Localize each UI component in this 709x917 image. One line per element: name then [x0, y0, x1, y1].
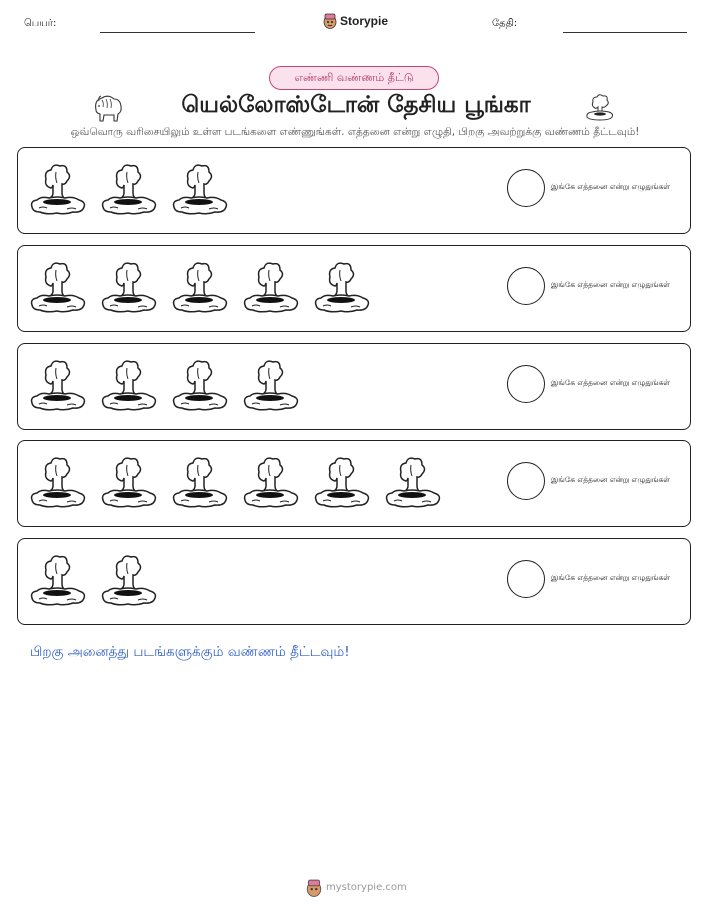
geyser-icon[interactable] — [100, 158, 158, 216]
answer-hint: இங்கே எத்தனை என்று எழுதுங்கள் — [551, 378, 671, 387]
geyser-icon[interactable] — [100, 451, 158, 509]
answer-circle[interactable] — [507, 462, 545, 500]
worksheet-header — [0, 0, 709, 48]
geyser-icon[interactable] — [242, 256, 300, 314]
storypie-logo-icon — [323, 13, 337, 29]
answer-circle[interactable] — [507, 560, 545, 598]
geyser-icon[interactable] — [100, 256, 158, 314]
counting-row — [17, 440, 691, 527]
footer-url: mystorypie.com — [326, 882, 407, 893]
geyser-icon[interactable] — [242, 451, 300, 509]
geyser-icon[interactable] — [242, 354, 300, 412]
activity-badge: எண்ணி வண்ணம் தீட்டு — [269, 66, 439, 90]
geyser-icon[interactable] — [171, 256, 229, 314]
geyser-icon[interactable] — [313, 451, 371, 509]
geyser-icon[interactable] — [384, 451, 442, 509]
bison-icon — [90, 90, 126, 124]
brand-name: Storypie — [340, 14, 389, 28]
answer-hint: இங்கே எத்தனை என்று எழுதுங்கள் — [551, 475, 671, 484]
answer-hint: இங்கே எத்தனை என்று எழுதுங்கள் — [551, 573, 671, 582]
geyser-icon[interactable] — [29, 256, 87, 314]
geyser-icon[interactable] — [313, 256, 371, 314]
name-input-line[interactable] — [100, 32, 255, 33]
footer-note: பிறகு அனைத்து படங்களுக்கும் வண்ணம் தீட்டவும்! — [30, 644, 350, 660]
title-row — [0, 88, 709, 126]
answer-hint: இங்கே எத்தனை என்று எழுதுங்கள் — [551, 182, 671, 191]
counting-row — [17, 245, 691, 332]
answer-circle[interactable] — [507, 365, 545, 403]
geyser-icon[interactable] — [29, 549, 87, 607]
geyser-icon[interactable] — [29, 354, 87, 412]
answer-hint: இங்கே எத்தனை என்று எழுதுங்கள் — [551, 280, 671, 289]
name-label: பெயர்: — [24, 18, 57, 29]
instructions: ஒவ்வொரு வரிசையிலும் உள்ள படங்களை எண்ணுங்கள். எத்தனை என்று எழுதி, பிறகு அவற்றுக்கு வண்ணம் தீட்டவும்! — [70, 126, 640, 138]
answer-circle[interactable] — [507, 169, 545, 207]
page-title: யெல்லோஸ்டோன் தேசிய பூங்கா — [181, 92, 531, 118]
counting-row — [17, 538, 691, 625]
storypie-brand — [323, 13, 388, 29]
geyser-icon[interactable] — [100, 354, 158, 412]
geyser-icon[interactable] — [171, 354, 229, 412]
geyser-icon[interactable] — [100, 549, 158, 607]
geyser-icon — [583, 90, 617, 124]
geyser-icon[interactable] — [171, 158, 229, 216]
geyser-icon[interactable] — [29, 158, 87, 216]
counting-row — [17, 343, 691, 430]
geyser-icon[interactable] — [29, 451, 87, 509]
footer — [0, 878, 709, 898]
geyser-icon[interactable] — [171, 451, 229, 509]
counting-row — [17, 147, 691, 234]
storypie-logo-icon — [306, 879, 322, 897]
date-input-line[interactable] — [563, 32, 687, 33]
answer-circle[interactable] — [507, 267, 545, 305]
date-label: தேதி: — [492, 18, 518, 29]
